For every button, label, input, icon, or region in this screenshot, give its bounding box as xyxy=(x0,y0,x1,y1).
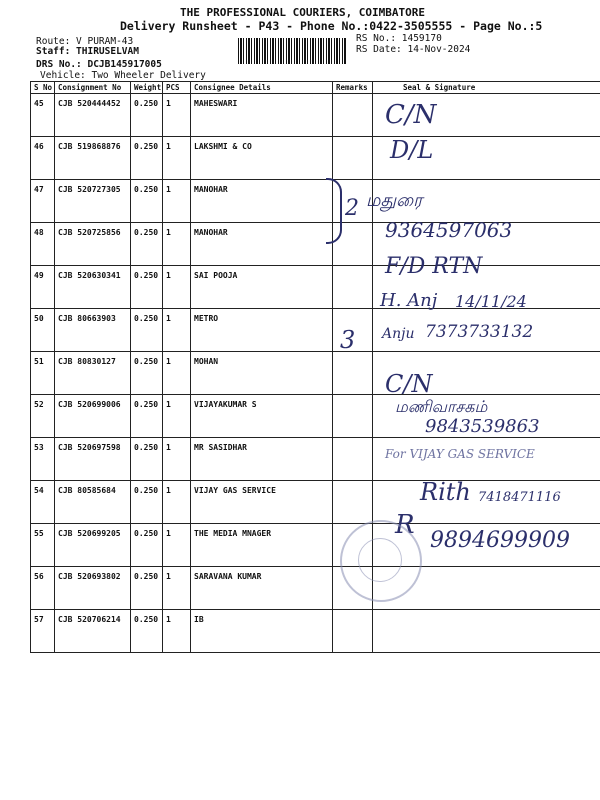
cell-remarks xyxy=(333,352,373,395)
cell-sno: 52 xyxy=(31,395,55,438)
cell-pcs: 1 xyxy=(163,94,191,137)
cell-remarks xyxy=(333,395,373,438)
cell-weight: 0.250 xyxy=(131,524,163,567)
cell-weight: 0.250 xyxy=(131,180,163,223)
cell-consignee: SAI POOJA xyxy=(191,266,333,309)
cell-pcs: 1 xyxy=(163,223,191,266)
cell-sno: 53 xyxy=(31,438,55,481)
cell-weight: 0.250 xyxy=(131,266,163,309)
handwriting-r48-phone: 9364597063 xyxy=(385,218,513,242)
table-row xyxy=(31,94,600,137)
cell-consignee: MANOHAR xyxy=(191,180,333,223)
barcode xyxy=(238,38,346,64)
col-header-sno: S No xyxy=(31,82,55,94)
cell-pcs: 1 xyxy=(163,438,191,481)
cell-remarks xyxy=(333,266,373,309)
col-header-consignment: Consignment No xyxy=(55,82,131,94)
table-row xyxy=(31,567,600,610)
cell-remarks xyxy=(333,481,373,524)
cell-pcs: 1 xyxy=(163,266,191,309)
drs-label: DRS No.: DCJB145917005 xyxy=(36,59,162,70)
cell-sno: 45 xyxy=(31,94,55,137)
handwriting-r56-phone: 9894699909 xyxy=(430,528,570,553)
cell-pcs: 1 xyxy=(163,481,191,524)
handwriting-r46: D/L xyxy=(390,136,434,164)
company-title: THE PROFESSIONAL COURIERS, COIMBATORE xyxy=(180,6,426,19)
delivery-table xyxy=(30,81,600,653)
cell-pcs: 1 xyxy=(163,524,191,567)
cell-pcs: 1 xyxy=(163,137,191,180)
cell-consignee: MANOHAR xyxy=(191,223,333,266)
rs-date: RS Date: 14-Nov-2024 xyxy=(356,44,471,55)
handwriting-r48-name: மதுரை xyxy=(366,190,423,211)
handwriting-r51-sig: Anju xyxy=(382,326,415,342)
col-header-weight: Weight xyxy=(131,82,163,94)
cell-consignee: MAHESWARI xyxy=(191,94,333,137)
cell-weight: 0.250 xyxy=(131,481,163,524)
col-header-pcs: PCS xyxy=(163,82,191,94)
handwriting-r55-sig: Rith xyxy=(420,478,471,506)
cell-weight: 0.250 xyxy=(131,94,163,137)
route-label: Route: V PURAM-43 xyxy=(36,36,134,47)
handwriting-r56-mark: R xyxy=(395,510,415,540)
seal-stamp-inner xyxy=(358,538,402,582)
handwriting-r45: C/N xyxy=(385,100,437,130)
cell-consignment: CJB 520693802 xyxy=(55,567,131,610)
cell-weight: 0.250 xyxy=(131,137,163,180)
cell-consignment: CJB 520630341 xyxy=(55,266,131,309)
cell-sno: 47 xyxy=(31,180,55,223)
cell-weight: 0.250 xyxy=(131,438,163,481)
cell-pcs: 1 xyxy=(163,395,191,438)
handwriting-r50-sig: H. Anj xyxy=(380,290,438,311)
cell-sno: 56 xyxy=(31,567,55,610)
cell-consignment: CJB 520699205 xyxy=(55,524,131,567)
cell-sno: 48 xyxy=(31,223,55,266)
col-header-consignee: Consignee Details xyxy=(191,82,333,94)
cell-consignment: CJB 520725856 xyxy=(55,223,131,266)
cell-consignee: VIJAYAKUMAR S xyxy=(191,395,333,438)
cell-consignment: CJB 520699006 xyxy=(55,395,131,438)
col-header-seal: Seal & Signature xyxy=(373,82,600,94)
cell-consignee: THE MEDIA MNAGER xyxy=(191,524,333,567)
col-header-remarks: Remarks xyxy=(333,82,373,94)
handwriting-r52: C/N xyxy=(385,370,433,398)
cell-sno: 55 xyxy=(31,524,55,567)
cell-consignee: IB xyxy=(191,610,333,653)
cell-weight: 0.250 xyxy=(131,223,163,266)
cell-remarks xyxy=(333,610,373,653)
cell-consignee: VIJAY GAS SERVICE xyxy=(191,481,333,524)
handwriting-r54: For VIJAY GAS SERVICE xyxy=(385,447,535,461)
cell-sno: 54 xyxy=(31,481,55,524)
cell-consignment: CJB 520706214 xyxy=(55,610,131,653)
cell-sno: 46 xyxy=(31,137,55,180)
cell-sno: 51 xyxy=(31,352,55,395)
cell-weight: 0.250 xyxy=(131,567,163,610)
cell-consignee: SARAVANA KUMAR xyxy=(191,567,333,610)
cell-weight: 0.250 xyxy=(131,395,163,438)
cell-consignment: CJB 80663903 xyxy=(55,309,131,352)
cell-pcs: 1 xyxy=(163,567,191,610)
handwriting-r51-mark: 3 xyxy=(340,326,356,354)
cell-sno: 49 xyxy=(31,266,55,309)
cell-consignment: CJB 520697598 xyxy=(55,438,131,481)
cell-remarks xyxy=(333,438,373,481)
handwriting-r51-phone: 7373733132 xyxy=(425,322,534,342)
handwriting-r53-name: மணிவாசகம் xyxy=(395,397,488,416)
handwriting-r50-date: 14/11/24 xyxy=(455,292,527,311)
cell-pcs: 1 xyxy=(163,352,191,395)
cell-consignee: MR SASIDHAR xyxy=(191,438,333,481)
cell-consignee: LAKSHMI & CO xyxy=(191,137,333,180)
cell-consignee: MOHAN xyxy=(191,352,333,395)
cell-remarks xyxy=(333,94,373,137)
cell-consignment: CJB 519868876 xyxy=(55,137,131,180)
cell-consignment: CJB 520727305 xyxy=(55,180,131,223)
vehicle-label: Vehicle: Two Wheeler Delivery xyxy=(40,70,206,81)
cell-sno: 57 xyxy=(31,610,55,653)
runsheet-title: Delivery Runsheet - P43 - Phone No.:0422-3505555 - Page No.:5 xyxy=(120,19,543,33)
table-row xyxy=(31,352,600,395)
cell-consignment: CJB 80830127 xyxy=(55,352,131,395)
handwriting-r49: F/D RTN xyxy=(385,254,483,279)
cell-consignment: CJB 520444452 xyxy=(55,94,131,137)
table-row xyxy=(31,610,600,653)
handwriting-r47-mark: 2 xyxy=(345,196,359,221)
rs-number: RS No.: 1459170 xyxy=(356,33,442,44)
cell-consignment: CJB 80585684 xyxy=(55,481,131,524)
cell-remarks xyxy=(333,137,373,180)
staff-label: Staff: THIRUSELVAM xyxy=(36,46,139,57)
table-row xyxy=(31,223,600,266)
cell-weight: 0.250 xyxy=(131,309,163,352)
cell-pcs: 1 xyxy=(163,180,191,223)
seal-stamp xyxy=(340,520,422,602)
cell-consignee: METRO xyxy=(191,309,333,352)
cell-seal xyxy=(373,610,600,653)
cell-weight: 0.250 xyxy=(131,352,163,395)
table-header-row xyxy=(31,82,600,94)
table-row xyxy=(31,180,600,223)
cell-pcs: 1 xyxy=(163,309,191,352)
cell-pcs: 1 xyxy=(163,610,191,653)
handwriting-r53-phone: 9843539863 xyxy=(425,416,540,437)
handwriting-r55-phone: 7418471116 xyxy=(478,490,561,505)
bracket-mark xyxy=(326,178,342,244)
cell-weight: 0.250 xyxy=(131,610,163,653)
table-row xyxy=(31,137,600,180)
cell-sno: 50 xyxy=(31,309,55,352)
